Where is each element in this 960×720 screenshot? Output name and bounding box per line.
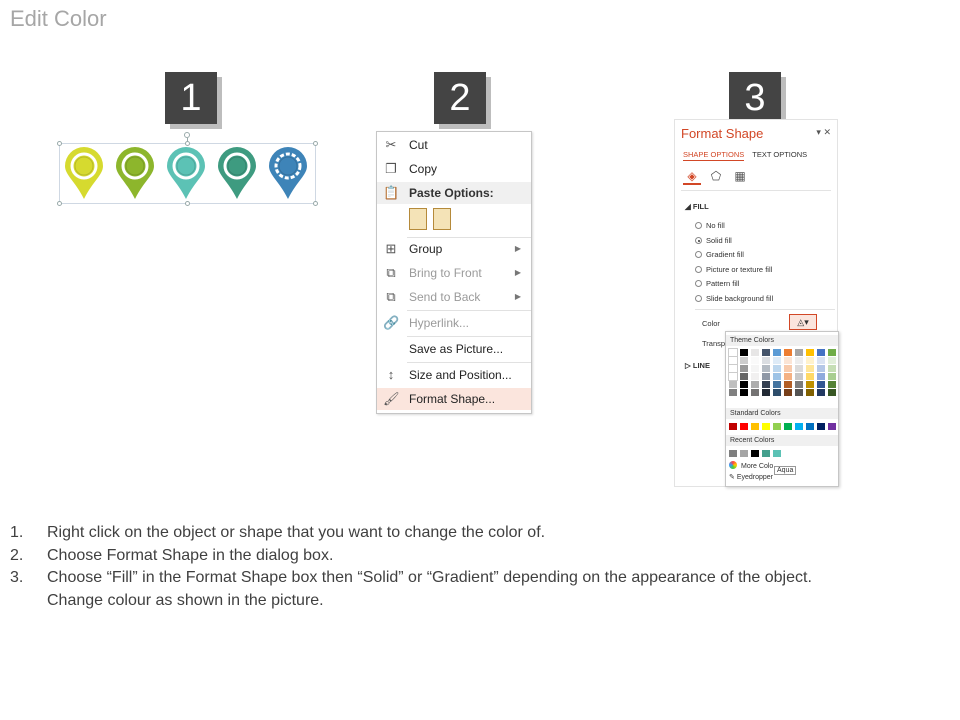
- radio-icon: [695, 280, 702, 287]
- color-swatch[interactable]: [729, 450, 737, 457]
- color-swatch[interactable]: [828, 389, 836, 396]
- color-swatch[interactable]: [795, 373, 803, 380]
- instruction-item: [10, 567, 950, 590]
- paste-picture-button[interactable]: [433, 208, 451, 230]
- fill-option-picture[interactable]: [695, 265, 772, 274]
- pin-center: [75, 157, 93, 175]
- instruction-item: [10, 590, 950, 613]
- color-swatch[interactable]: [773, 349, 781, 356]
- paint-bucket-icon: ◬: [797, 317, 805, 327]
- color-swatch[interactable]: [762, 381, 770, 388]
- color-tooltip: Aqua: [774, 466, 796, 475]
- color-swatch[interactable]: [817, 423, 825, 430]
- color-swatch[interactable]: [751, 381, 759, 388]
- step-2-badge: 2: [434, 72, 486, 124]
- color-swatch[interactable]: [751, 349, 759, 356]
- menu-label: Save as Picture...: [409, 342, 504, 356]
- color-swatch[interactable]: [817, 349, 825, 356]
- color-swatch[interactable]: [773, 373, 781, 380]
- menu-item-bring-to-front[interactable]: [377, 262, 531, 284]
- color-swatch[interactable]: [795, 423, 803, 430]
- color-swatch[interactable]: [773, 381, 781, 388]
- color-swatch[interactable]: [817, 389, 825, 396]
- color-swatch[interactable]: [817, 365, 825, 372]
- color-swatch[interactable]: [751, 389, 759, 396]
- color-swatch[interactable]: [795, 381, 803, 388]
- color-swatch[interactable]: [740, 373, 748, 380]
- color-swatch[interactable]: [762, 423, 770, 430]
- color-swatch[interactable]: [828, 423, 836, 430]
- instruction-item: [10, 522, 950, 545]
- pane-category-icons: [683, 167, 763, 187]
- size-properties-icon[interactable]: ▦: [734, 169, 746, 183]
- color-swatch[interactable]: [762, 450, 770, 457]
- rotation-handle[interactable]: [184, 132, 190, 138]
- page-title: Edit Color: [10, 6, 107, 31]
- line-header-label: LINE: [692, 361, 710, 370]
- color-swatch[interactable]: [762, 365, 770, 372]
- color-swatch[interactable]: [828, 357, 836, 364]
- menu-label: Group: [409, 242, 443, 256]
- recent-colors-grid: [729, 450, 836, 458]
- submenu-arrow-icon: ▶: [514, 244, 521, 253]
- eyedropper-icon: ✎: [729, 474, 737, 481]
- menu-label: Hyperlink...: [409, 316, 470, 330]
- instruction-number: 3.: [10, 569, 24, 586]
- color-swatch[interactable]: [795, 357, 803, 364]
- color-swatch[interactable]: [729, 423, 737, 430]
- instruction-item: [10, 545, 950, 568]
- color-swatch[interactable]: [784, 389, 792, 396]
- close-icon[interactable]: ✕: [823, 127, 831, 137]
- color-swatch[interactable]: [817, 357, 825, 364]
- color-swatch[interactable]: [751, 450, 759, 457]
- theme-colors-grid: [729, 349, 836, 397]
- format-shape-icon: 🖌: [383, 391, 400, 406]
- color-swatch[interactable]: [795, 365, 803, 372]
- color-swatch[interactable]: [828, 365, 836, 372]
- color-swatch[interactable]: [740, 381, 748, 388]
- color-swatch[interactable]: [729, 373, 737, 380]
- pane-title: Format Shape: [681, 126, 764, 141]
- fill-option-pattern[interactable]: [695, 279, 739, 288]
- chevron-down-icon[interactable]: ▾: [816, 127, 821, 137]
- divider: [681, 190, 831, 191]
- menu-label: Send to Back: [409, 290, 481, 304]
- color-swatch[interactable]: [751, 423, 759, 430]
- instruction-number: 1.: [10, 524, 24, 541]
- eyedropper-label: Eyedropper: [736, 474, 774, 481]
- radio-icon: [695, 251, 702, 258]
- tab-shape-options[interactable]: SHAPE OPTIONS: [683, 150, 745, 159]
- radio-icon: [695, 266, 702, 273]
- standard-colors-header: Standard Colors: [726, 408, 838, 419]
- menu-label: Cut: [409, 138, 428, 152]
- option-label: Solid fill: [706, 236, 732, 245]
- menu-item-format-shape[interactable]: [377, 388, 531, 410]
- size-position-icon: ↕: [387, 367, 395, 382]
- menu-item-cut[interactable]: [377, 134, 531, 156]
- color-swatch[interactable]: [828, 349, 836, 356]
- color-swatch[interactable]: [773, 365, 781, 372]
- radio-icon: [695, 222, 702, 229]
- color-swatch[interactable]: [806, 365, 814, 372]
- instruction-number: 2.: [10, 546, 24, 564]
- step-1-badge: 1: [165, 72, 217, 124]
- bring-front-icon: ⧉: [386, 265, 396, 280]
- color-swatch[interactable]: [784, 423, 792, 430]
- color-swatch[interactable]: [817, 373, 825, 380]
- color-swatch[interactable]: [762, 373, 770, 380]
- menu-separator: [407, 336, 531, 337]
- fill-line-icon[interactable]: ◈: [683, 167, 701, 185]
- color-swatch[interactable]: [806, 373, 814, 380]
- pin-center: [228, 157, 246, 175]
- instruction-text: Choose Format Shape in the dialog box.: [47, 546, 334, 564]
- pin-center: [177, 157, 195, 175]
- color-swatch[interactable]: [795, 349, 803, 356]
- fill-option-solid[interactable]: [695, 236, 732, 245]
- color-wheel-icon: [729, 461, 737, 469]
- color-swatch[interactable]: [784, 373, 792, 380]
- color-swatch[interactable]: [762, 349, 770, 356]
- color-swatch[interactable]: [751, 365, 759, 372]
- send-back-icon: ⧉: [386, 289, 396, 304]
- color-swatch[interactable]: [773, 357, 781, 364]
- copy-icon: ❐: [385, 161, 397, 176]
- menu-item-save-as-picture[interactable]: [377, 338, 531, 360]
- color-swatch[interactable]: [762, 389, 770, 396]
- color-palette-dropdown: [725, 331, 839, 487]
- color-swatch[interactable]: [784, 349, 792, 356]
- menu-item-size-position[interactable]: [377, 364, 531, 386]
- color-swatch[interactable]: [773, 389, 781, 396]
- color-label: Color: [702, 319, 720, 328]
- instruction-text: Choose “Fill” in the Format Shape box then “Solid” or “Gradient” depending on the appearance of the object.: [47, 569, 812, 586]
- paste-keep-formatting-button[interactable]: [409, 208, 427, 230]
- paste-icon: 📋: [383, 185, 400, 200]
- divider: [695, 309, 835, 310]
- menu-item-hyperlink[interactable]: [377, 312, 531, 334]
- pin-center: [126, 157, 144, 175]
- submenu-arrow-icon: ▶: [514, 268, 521, 277]
- eyedropper-item[interactable]: [729, 473, 773, 481]
- fill-option-no-fill[interactable]: [695, 221, 725, 230]
- menu-label: Copy: [409, 162, 438, 176]
- color-swatch[interactable]: [795, 389, 803, 396]
- color-swatch[interactable]: [729, 357, 737, 364]
- fill-option-slide-background[interactable]: [695, 294, 773, 303]
- option-label: No fill: [706, 221, 725, 230]
- color-swatch[interactable]: [729, 389, 737, 396]
- color-swatch[interactable]: [773, 450, 781, 457]
- menu-label: Format Shape...: [409, 392, 496, 406]
- hyperlink-icon: 🔗: [383, 315, 400, 330]
- color-swatch[interactable]: [806, 423, 814, 430]
- color-swatch[interactable]: [784, 357, 792, 364]
- menu-label: Paste Options:: [409, 186, 494, 200]
- location-pins: [60, 144, 317, 205]
- color-swatch[interactable]: [762, 357, 770, 364]
- color-swatch[interactable]: [773, 423, 781, 430]
- color-swatch[interactable]: [729, 349, 737, 356]
- color-swatch[interactable]: [740, 450, 748, 457]
- menu-label: Size and Position...: [409, 368, 512, 382]
- option-label: Gradient fill: [706, 250, 744, 259]
- more-colors-item[interactable]: [729, 461, 773, 470]
- more-colors-label: More Colo: [741, 463, 774, 470]
- line-section-header[interactable]: ▷ LINE: [685, 361, 710, 370]
- step-3-badge: 3: [729, 72, 781, 124]
- paste-options-header: [377, 182, 531, 204]
- color-picker-button[interactable]: ◬▾: [789, 314, 817, 330]
- submenu-arrow-icon: ▶: [514, 292, 521, 301]
- color-swatch[interactable]: [806, 381, 814, 388]
- color-swatch[interactable]: [740, 389, 748, 396]
- color-swatch[interactable]: [729, 381, 737, 388]
- option-label: Picture or texture fill: [706, 265, 773, 274]
- menu-item-copy[interactable]: [377, 158, 531, 180]
- menu-item-group[interactable]: [377, 238, 531, 260]
- color-swatch[interactable]: [740, 349, 748, 356]
- transparency-label: Transp: [702, 339, 726, 348]
- color-swatch[interactable]: [784, 365, 792, 372]
- radio-selected-icon: [695, 237, 702, 244]
- color-swatch[interactable]: [817, 381, 825, 388]
- color-swatch[interactable]: [740, 365, 748, 372]
- color-swatch[interactable]: [751, 357, 759, 364]
- option-label: Pattern fill: [706, 279, 740, 288]
- pane-controls: [816, 127, 831, 138]
- fill-header-label: FILL: [692, 202, 709, 211]
- context-menu: [376, 131, 532, 414]
- color-swatch[interactable]: [784, 381, 792, 388]
- recent-colors-header: Recent Colors: [726, 435, 838, 446]
- effects-icon[interactable]: ⬠: [710, 169, 722, 183]
- tab-text-options[interactable]: TEXT OPTIONS: [752, 150, 808, 159]
- color-swatch[interactable]: [729, 365, 737, 372]
- instruction-text: Right click on the object or shape that you want to change the color of.: [47, 524, 546, 541]
- instructions-list: [10, 522, 950, 612]
- color-swatch[interactable]: [806, 349, 814, 356]
- group-icon: ⊞: [385, 241, 397, 256]
- instruction-text: Change colour as shown in the picture.: [47, 591, 324, 609]
- menu-item-send-to-back[interactable]: [377, 286, 531, 308]
- color-swatch[interactable]: [806, 357, 814, 364]
- fill-section-header[interactable]: ◢ FILL: [685, 202, 709, 211]
- menu-separator: [407, 310, 531, 311]
- option-label: Slide background fill: [706, 294, 774, 303]
- pane-tabs: [683, 150, 815, 159]
- menu-separator: [407, 362, 531, 363]
- color-swatch[interactable]: [828, 381, 836, 388]
- fill-option-gradient[interactable]: [695, 250, 744, 259]
- color-swatch[interactable]: [806, 389, 814, 396]
- standard-colors-grid: [729, 423, 836, 431]
- menu-label: Bring to Front: [409, 266, 482, 280]
- selected-pin-group[interactable]: [59, 143, 316, 204]
- color-swatch[interactable]: [828, 373, 836, 380]
- color-swatch[interactable]: [751, 373, 759, 380]
- paste-buttons: [409, 208, 469, 234]
- color-swatch[interactable]: [740, 423, 748, 430]
- scissors-icon: ✂: [385, 137, 397, 152]
- color-swatch[interactable]: [740, 357, 748, 364]
- pin-center: [279, 157, 297, 175]
- radio-icon: [695, 295, 702, 302]
- theme-colors-header: Theme Colors: [726, 335, 838, 346]
